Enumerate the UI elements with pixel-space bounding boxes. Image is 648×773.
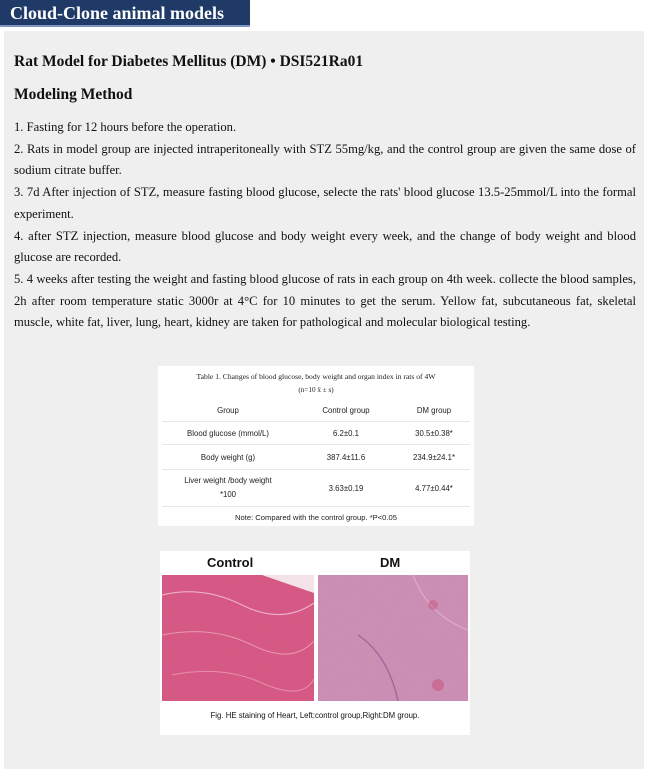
he-staining-figure [160, 551, 470, 735]
brand-banner [0, 0, 250, 27]
dm-value: 234.9±24.1* [398, 445, 470, 470]
table-stat-note: (n=10 x̄ ± s) [298, 386, 334, 394]
results-table [162, 399, 470, 507]
table-note: Note: Compared with the control group. *P<0.05 [235, 513, 397, 522]
table-header-row [162, 399, 470, 422]
table-row [162, 422, 470, 445]
control-value: 3.63±0.19 [294, 470, 398, 507]
figure-caption: Fig. HE staining of Heart, Left:control group,Right:DM group. [210, 711, 420, 720]
table-header-cell: Control group [294, 399, 398, 422]
dm-tissue-image [318, 575, 468, 701]
step-item: 4. after STZ injection, measure blood glucose and body weight every week, and the change of body weight and blood glucose are recorded. [14, 228, 636, 265]
step-item: 5. 4 weeks after testing the weight and fasting blood glucose of rats in each group on 4th week. collecte the blood samples, 2h after room temperature static 3000r at 4°C for 10 minutes to get the serum. Yellow fat, subcutaneous fat, skeletal muscle, white fat, liver, lung, heart, kidney are taken for pathological and molecular biological testing. [14, 271, 636, 330]
control-value: 387.4±11.6 [294, 445, 398, 470]
results-table-figure [158, 366, 474, 526]
control-tissue-image [162, 575, 314, 701]
step-item: 1. Fasting for 12 hours before the operation. [14, 120, 237, 134]
table-header-cell: DM group [398, 399, 470, 422]
table-header-cell: Group [162, 399, 294, 422]
dm-label: DM [380, 555, 401, 570]
step-item: 2. Rats in model group are injected intraperitoneally with STZ 55mg/kg, and the control group are given the same dose of sodium citrate buffer. [14, 141, 636, 178]
table-row [162, 470, 470, 507]
step-item: 3. 7d After injection of STZ, measure fasting blood glucose, selecte the rats' blood glucose 13.5-25mmol/L into the formal experiment. [14, 185, 636, 221]
row-label: Blood glucose (mmol/L) [162, 422, 294, 445]
modeling-steps [14, 117, 636, 334]
control-label: Control [207, 555, 254, 570]
section-title: Modeling Method [14, 86, 133, 103]
dm-value: 30.5±0.38* [398, 422, 470, 445]
table-row [162, 445, 470, 470]
row-label: Body weight (g) [162, 445, 294, 470]
control-value: 6.2±0.1 [294, 422, 398, 445]
control-tissue-graphic [162, 575, 314, 701]
row-label: Liver weight /body weight *100 [162, 470, 294, 507]
brand-title: Cloud-Clone animal models [10, 3, 225, 23]
product-title: Rat Model for Diabetes Mellitus (DM) • DSI521Ra01 [14, 53, 364, 70]
dm-value: 4.77±0.44* [398, 470, 470, 507]
dm-tissue-graphic [318, 575, 468, 701]
table-caption: Table 1. Changes of blood glucose, body weight and organ index in rats of 4W [196, 372, 436, 381]
